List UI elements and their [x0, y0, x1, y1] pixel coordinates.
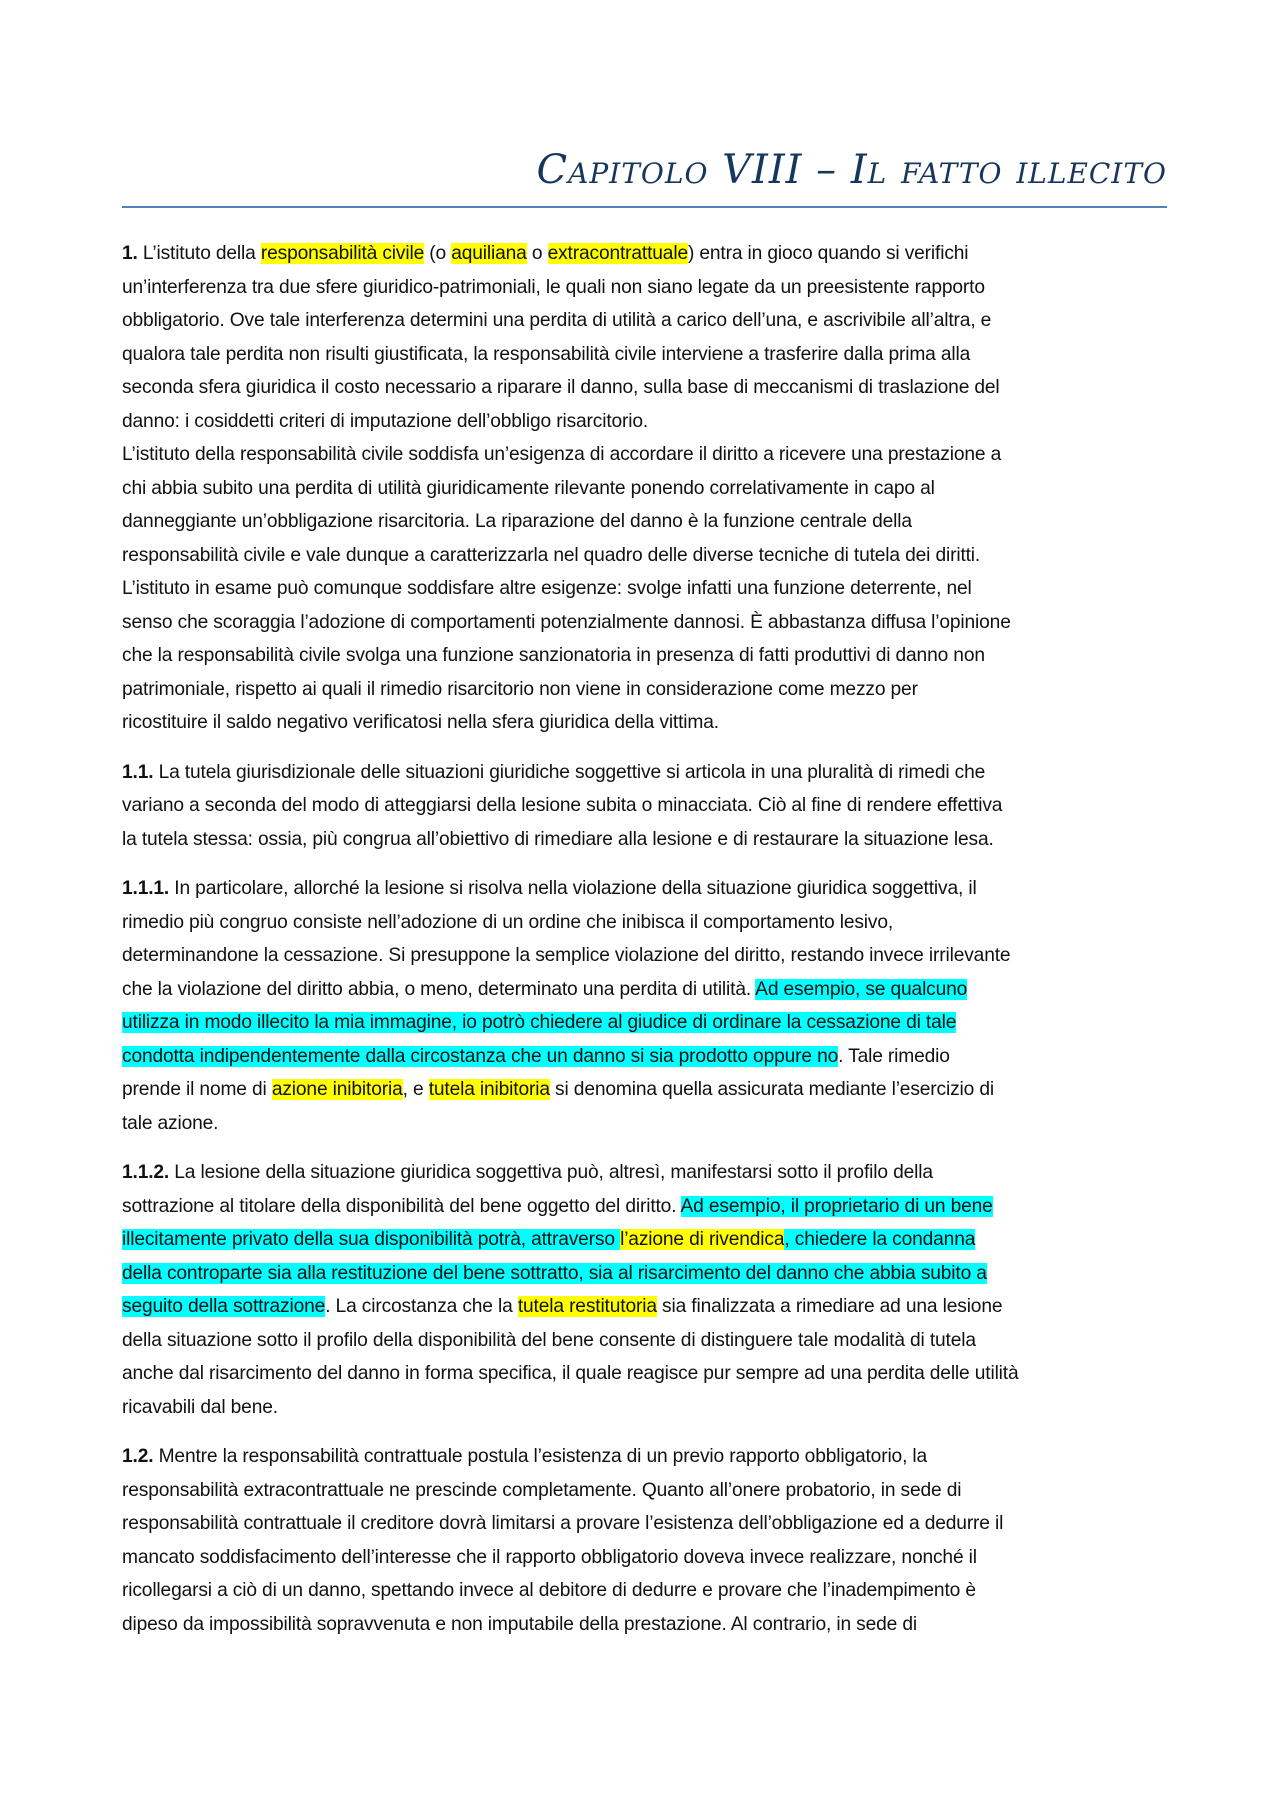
section-number: 1. — [122, 243, 138, 264]
highlighted-text: extracontrattuale — [547, 243, 688, 264]
text-segment: responsabilità civile e vale dunque a caratterizzarla nel quadro delle diverse tecniche di tutela dei diritti. — [122, 544, 981, 566]
text-segment: . La circostanza che la — [325, 1296, 518, 1317]
text-segment: tale azione. — [122, 1112, 219, 1134]
text-segment: responsabilità extracontrattuale ne prescinde completamente. Quanto all’onere probatorio, in sede di — [122, 1479, 962, 1501]
text-segment: La tutela giurisdizionale delle situazioni giuridiche soggettive si articola in una pluralità di rimedi che — [153, 761, 986, 783]
text-segment: rimedio più congruo consiste nell’adozione di un ordine che inibisca il comportamento lesivo, — [122, 911, 894, 933]
text-segment: Mentre la responsabilità contrattuale postula l’esistenza di un previo rapporto obbligatorio, la — [153, 1446, 928, 1467]
section-number: 1.1.2. — [122, 1162, 170, 1183]
document-body — [122, 237, 1167, 1657]
paragraph — [122, 1440, 1167, 1641]
text-segment: ricollegarsi a ciò di un danno, spettando invece al debitore di dedurre e provare che l’inadempimento è — [122, 1580, 976, 1601]
highlighted-text: Ad esempio, se qualcuno — [755, 978, 968, 1000]
text-segment: responsabilità contrattuale il creditore dovrà limitarsi a provare l’esistenza dell’obbligazione ed a dedurre il — [122, 1513, 1004, 1534]
highlighted-text: , chiedere la condanna — [784, 1229, 976, 1250]
text-segment: . Tale rimedio — [838, 1045, 950, 1067]
highlighted-text: Ad esempio, il proprietario di un bene — [680, 1195, 993, 1217]
section-number: 1.1. — [122, 761, 154, 783]
text-segment: determinandone la cessazione. Si presuppone la semplice violazione del diritto, restando invece irrilevante — [122, 945, 1011, 966]
highlighted-text: tutela inibitoria — [428, 1079, 550, 1100]
highlighted-text: illecitamente privato della sua disponibilità potrà, attraverso — [122, 1229, 621, 1250]
text-segment: obbligatorio. Ove tale interferenza determini una perdita di utilità a carico dell’una, e ascrivibile all’altra, e — [122, 310, 992, 331]
title-divider — [122, 206, 1167, 208]
text-segment: sottrazione al titolare della disponibilità del bene oggetto del diritto. — [122, 1195, 681, 1217]
text-segment: (o — [424, 243, 452, 264]
text-segment: seconda sfera giuridica il costo necessario a riparare il danno, sulla base di meccanismi di traslazione del — [122, 377, 1000, 398]
text-segment: ) entra in gioco quando si verifichi — [687, 243, 969, 264]
text-segment: qualora tale perdita non risulti giustificata, la responsabilità civile interviene a trasferire dalla prima alla — [122, 343, 971, 365]
highlighted-text: azione inibitoria — [271, 1079, 403, 1100]
text-segment: si denomina quella assicurata mediante l’esercizio di — [549, 1079, 994, 1100]
text-segment: L’istituto della responsabilità civile soddisfa un’esigenza di accordare il diritto a ricevere una prestazione a — [122, 444, 1002, 465]
highlighted-text: condotta indipendentemente dalla circostanza che un danno si sia prodotto oppure no — [122, 1045, 839, 1067]
paragraph — [122, 237, 1167, 438]
text-segment: o — [526, 243, 548, 264]
text-segment: , e — [402, 1079, 429, 1100]
text-segment: un’interferenza tra due sfere giuridico-patrimoniali, le quali non siano legate da un preesistente rapporto — [122, 276, 985, 298]
section-number: 1.2. — [122, 1446, 154, 1467]
text-segment: anche dal risarcimento del danno in forma specifica, il quale reagisce pur sempre ad una perdita delle utilità — [122, 1363, 1019, 1384]
text-segment: senso che scoraggia l’adozione di comportamenti potenzialmente dannosi. È abbastanza diffusa l’opinione — [122, 611, 1011, 633]
highlighted-text: l’azione di rivendica — [620, 1229, 785, 1250]
highlighted-text: tutela restitutoria — [517, 1296, 657, 1317]
text-segment: sia finalizzata a rimediare ad una lesione — [656, 1296, 1003, 1317]
text-segment: prende il nome di — [122, 1079, 272, 1100]
section-number: 1.1.1. — [122, 878, 170, 899]
text-segment: L’istituto in esame può comunque soddisfare altre esigenze: svolge infatti una funzione deterrente, nel — [122, 578, 972, 599]
text-segment: che la responsabilità civile svolga una funzione sanzionatoria in presenza di fatti produttivi di danno non — [122, 645, 985, 666]
text-segment: della situazione sotto il profilo della disponibilità del bene consente di distinguere tale modalità di tutela — [122, 1329, 976, 1351]
text-segment: mancato soddisfacimento dell’interesse che il rapporto obbligatorio doveva invece realizzare, nonché il — [122, 1546, 977, 1568]
chapter-title: Capitolo VIII – Il fatto illecito — [536, 147, 1167, 193]
highlighted-text: responsabilità civile — [260, 243, 425, 264]
text-segment: patrimoniale, rispetto ai quali il rimedio risarcitorio non viene in considerazione come mezzo per — [122, 678, 918, 700]
highlighted-text: seguito della sottrazione — [122, 1296, 326, 1317]
highlighted-text: utilizza in modo illecito la mia immagine, io potrò chiedere al giudice di ordinare la cessazione di tale — [122, 1012, 957, 1033]
text-segment: che la violazione del diritto abbia, o meno, determinato una perdita di utilità. — [122, 978, 756, 1000]
paragraph — [122, 1156, 1167, 1424]
highlighted-text: aquiliana — [451, 243, 527, 264]
text-segment: La lesione della situazione giuridica soggettiva può, altresì, manifestarsi sotto il profilo della — [169, 1162, 933, 1183]
text-segment: chi abbia subito una perdita di utilità giuridicamente rilevante ponendo correlativamente in capo al — [122, 477, 935, 499]
paragraph — [122, 438, 1167, 740]
text-segment: ricostituire il saldo negativo verificatosi nella sfera giuridica della vittima. — [122, 712, 719, 733]
text-segment: variano a seconda del modo di atteggiarsi della lesione subita o minacciata. Ciò al fine di rendere effettiva — [122, 795, 1003, 816]
text-segment: dipeso da impossibilità sopravvenuta e non imputabile della prestazione. Al contrario, in sede di — [122, 1613, 918, 1635]
text-segment: ricavabili dal bene. — [122, 1396, 278, 1418]
highlighted-text: della controparte sia alla restituzione del bene sottratto, sia al risarcimento del danno che abbia subito a — [122, 1262, 987, 1284]
text-segment: In particolare, allorché la lesione si risolva nella violazione della situazione giuridica soggettiva, il — [169, 878, 977, 899]
paragraph — [122, 756, 1167, 857]
text-segment: danno: i cosiddetti criteri di imputazione dell’obbligo risarcitorio. — [122, 410, 649, 432]
text-segment: L’istituto della — [137, 243, 261, 264]
text-segment: la tutela stessa: ossia, più congrua all’obiettivo di rimediare alla lesione e di restaurare la situazione lesa. — [122, 828, 994, 850]
text-segment: danneggiante un’obbligazione risarcitoria. La riparazione del danno è la funzione centrale della — [122, 511, 912, 532]
paragraph — [122, 872, 1167, 1140]
